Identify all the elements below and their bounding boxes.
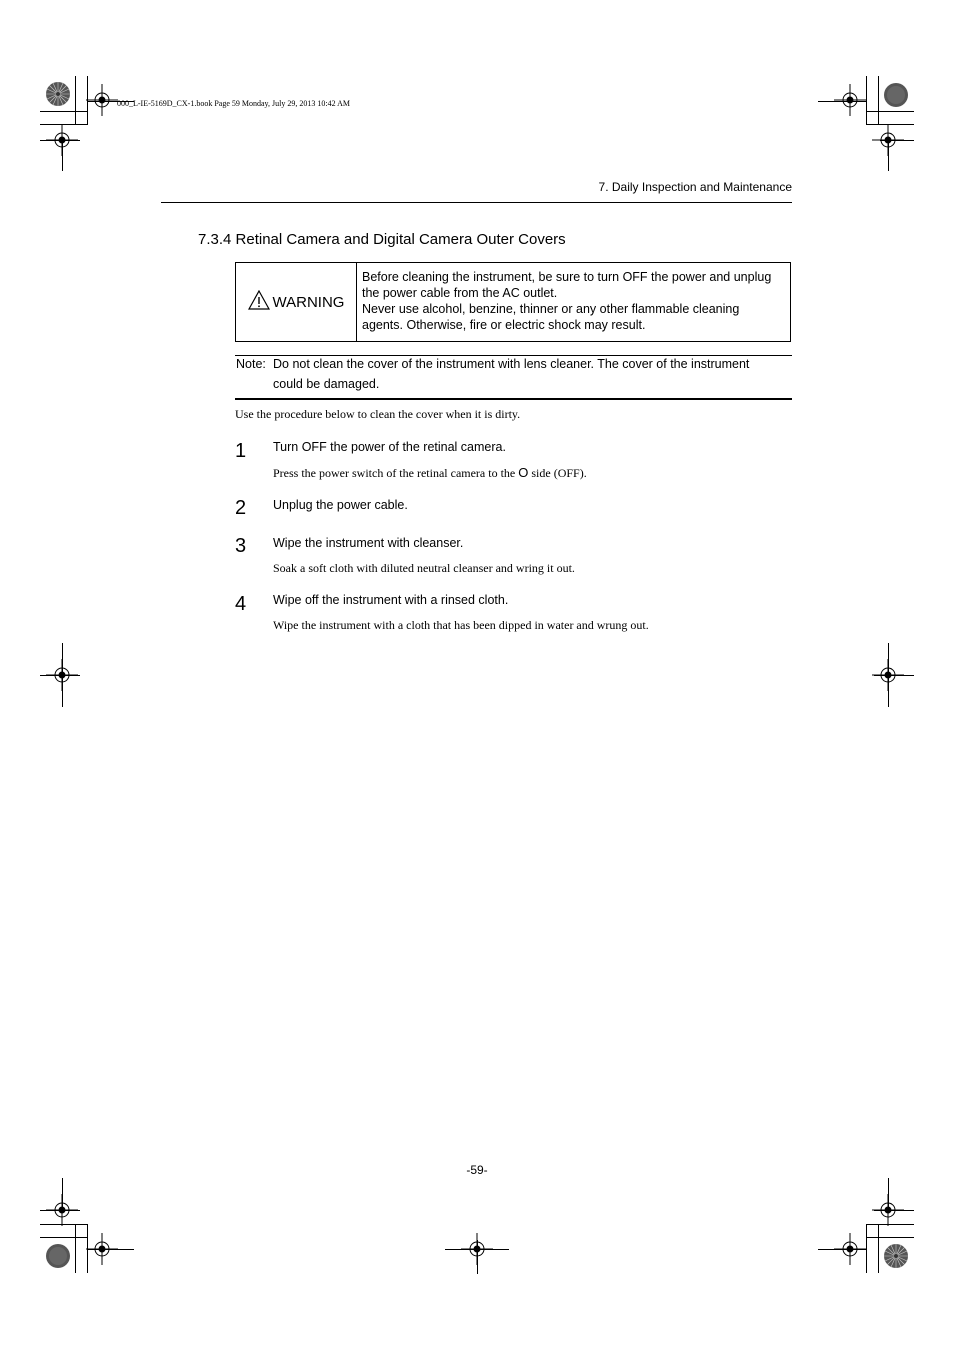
warning-line: Never use alcohol, benzine, thinner or any other flammable cleaning — [362, 302, 740, 316]
step-number: 1 — [235, 440, 247, 462]
warning-label: WARNING — [272, 293, 345, 311]
color-wheel-icon — [45, 1243, 71, 1274]
color-wheel-icon — [883, 82, 909, 113]
note-label: Note: — [236, 357, 266, 371]
step-number: 2 — [235, 497, 247, 519]
power-off-symbol: O — [518, 465, 529, 480]
warning-line: agents. Otherwise, fire or electric shock may result. — [362, 318, 646, 332]
warning-line: Before cleaning the instrument, be sure to turn OFF the power and unplug — [362, 270, 772, 284]
note-top-rule — [235, 355, 792, 356]
color-wheel-icon — [883, 1243, 909, 1274]
step-description: Soak a soft cloth with diluted neutral cleanser and wring it out. — [273, 561, 575, 575]
book-info: 000_L-IE-5169D_CX-1.book Page 59 Monday, July 29, 2013 10:42 AM — [117, 99, 351, 108]
section-title: 7.3.4 Retinal Camera and Digital Camera Outer Covers — [198, 231, 566, 248]
page-number: -59- — [466, 1163, 488, 1177]
step-title: Wipe off the instrument with a rinsed cloth. — [273, 593, 509, 607]
step-description: Press the power switch of the retinal camera to the O side (OFF). — [273, 465, 587, 480]
step-number: 3 — [235, 535, 247, 557]
warning-triangle-icon — [248, 290, 270, 314]
step-description: Wipe the instrument with a cloth that has been dipped in water and wrung out. — [273, 618, 649, 632]
step-number: 4 — [235, 593, 247, 615]
registration-mark-icon — [86, 84, 118, 116]
note-text-line: could be damaged. — [273, 377, 380, 391]
note-text-line: Do not clean the cover of the instrument with lens cleaner. The cover of the instrument — [273, 357, 750, 371]
color-wheel-icon — [45, 81, 71, 112]
warning-line: the power cable from the AC outlet. — [362, 286, 558, 300]
step-title: Turn OFF the power of the retinal camera. — [273, 440, 506, 454]
step-title: Unplug the power cable. — [273, 498, 408, 512]
warning-text — [357, 263, 790, 341]
registration-mark-icon — [834, 84, 866, 116]
step-title: Wipe the instrument with cleanser. — [273, 536, 464, 550]
warning-label-cell — [236, 263, 357, 341]
header-rule — [161, 202, 792, 203]
note-bottom-rule — [235, 398, 792, 400]
warning-box — [235, 262, 791, 342]
intro-text: Use the procedure below to clean the cover when it is dirty. — [235, 407, 521, 421]
running-head: 7. Daily Inspection and Maintenance — [598, 180, 792, 194]
